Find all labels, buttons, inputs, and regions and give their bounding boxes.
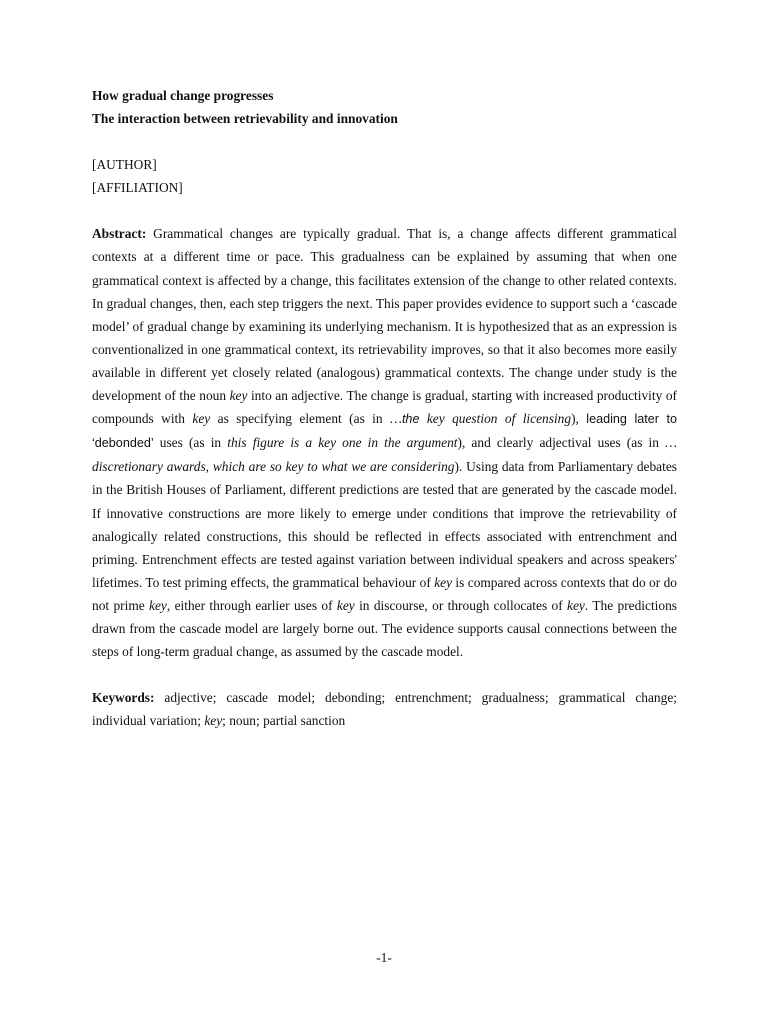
- abstract-text-4: ),: [571, 411, 587, 427]
- abstract-example-1b: the: [401, 412, 420, 427]
- paper-page: [92, 84, 677, 732]
- keywords-text-2: ; noun; partial sanction: [222, 713, 346, 729]
- abstract-key-term-4: key: [149, 597, 167, 613]
- abstract-text-10: . The predictions drawn from the cascade model are largely borne out. The evidence supports causal connections between the steps of long-term gradual change, as assumed by the cascade model.: [92, 597, 677, 660]
- abstract-text-6: ). Using data from Parliamentary debates in the British Houses of Parliament, different predictions are tested that are generated by the cascade model. If innovative constructions are more likely to emerge under conditions that improve the retrievability of analogically related constructions, this should be reflected in effects associated with entrenchment and priming. Entrenchment effects are tested against variation between individual speakers and across speakers' lifetimes. To test priming effects, the grammatical behaviour of: [92, 459, 677, 590]
- abstract-text-4c: uses (as in: [153, 435, 228, 451]
- abstract-example-1a: …: [390, 411, 402, 427]
- abstract-example-3: …discretionary awards, which are so key to what we are considering: [92, 435, 678, 475]
- abstract-text-8: , either through earlier uses of: [166, 597, 337, 613]
- abstract-key-term-6: key: [567, 597, 585, 613]
- abstract-text-7: is compared across contexts that do or do not prime: [92, 574, 677, 613]
- abstract-text-9: in discourse, or through collocates of: [354, 597, 568, 613]
- keywords-paragraph: [92, 686, 677, 732]
- abstract-key-term-2: key: [192, 411, 211, 427]
- abstract-key-term-5: key: [336, 597, 355, 613]
- abstract-paragraph: [92, 222, 677, 663]
- abstract-example-2: this figure is a key one in the argument: [227, 435, 458, 451]
- abstract-label: Abstract:: [92, 226, 147, 242]
- paper-title: How gradual change progresses: [92, 88, 274, 103]
- abstract-text-3: as specifying element (as in: [210, 411, 391, 427]
- abstract-key-term-1: key: [229, 388, 248, 404]
- keywords-key-term: key: [204, 713, 223, 729]
- keywords-text-1: adjective; cascade model; debonding; entrenchment; gradualness; grammatical change; individual variation;: [92, 690, 677, 729]
- abstract-key-term-3: key: [434, 574, 453, 590]
- author-name: [AUTHOR]: [92, 157, 157, 173]
- abstract-text-2: into an adjective. The change is gradual, starting with increased productivity of compounds with: [92, 388, 677, 427]
- abstract-text-1: Grammatical changes are typically gradual. That is, a change affects different grammatical contexts at a different time or pace. This gradualness can be explained by assuming that when one grammatical context is affected by a change, this facilitates extension of the change to other related contexts. In gradual changes, then, each step triggers the next. This paper provides evidence to support such a ‘cascade model’ of gradual change by examining its underlying mechanism. It is hypothesized that as an expression is conventionalized in one grammatical context, its retrievability improves, so that it also becomes more easily available in different yet closely related (analogous) grammatical contexts. The change under study is the development of the noun: [92, 226, 678, 404]
- abstract-text-4b: leading later to ‘debonded’: [92, 412, 678, 451]
- author-block: [92, 153, 677, 199]
- keywords-label: Keywords:: [92, 690, 155, 706]
- page-number: -1-: [376, 950, 392, 965]
- abstract-example-1c: key question of licensing: [419, 411, 572, 427]
- abstract-text-5: ), and clearly adjectival uses (as in: [457, 435, 666, 451]
- author-affiliation: [AFFILIATION]: [92, 180, 183, 196]
- paper-subtitle: The interaction between retrievability and innovation: [92, 111, 398, 127]
